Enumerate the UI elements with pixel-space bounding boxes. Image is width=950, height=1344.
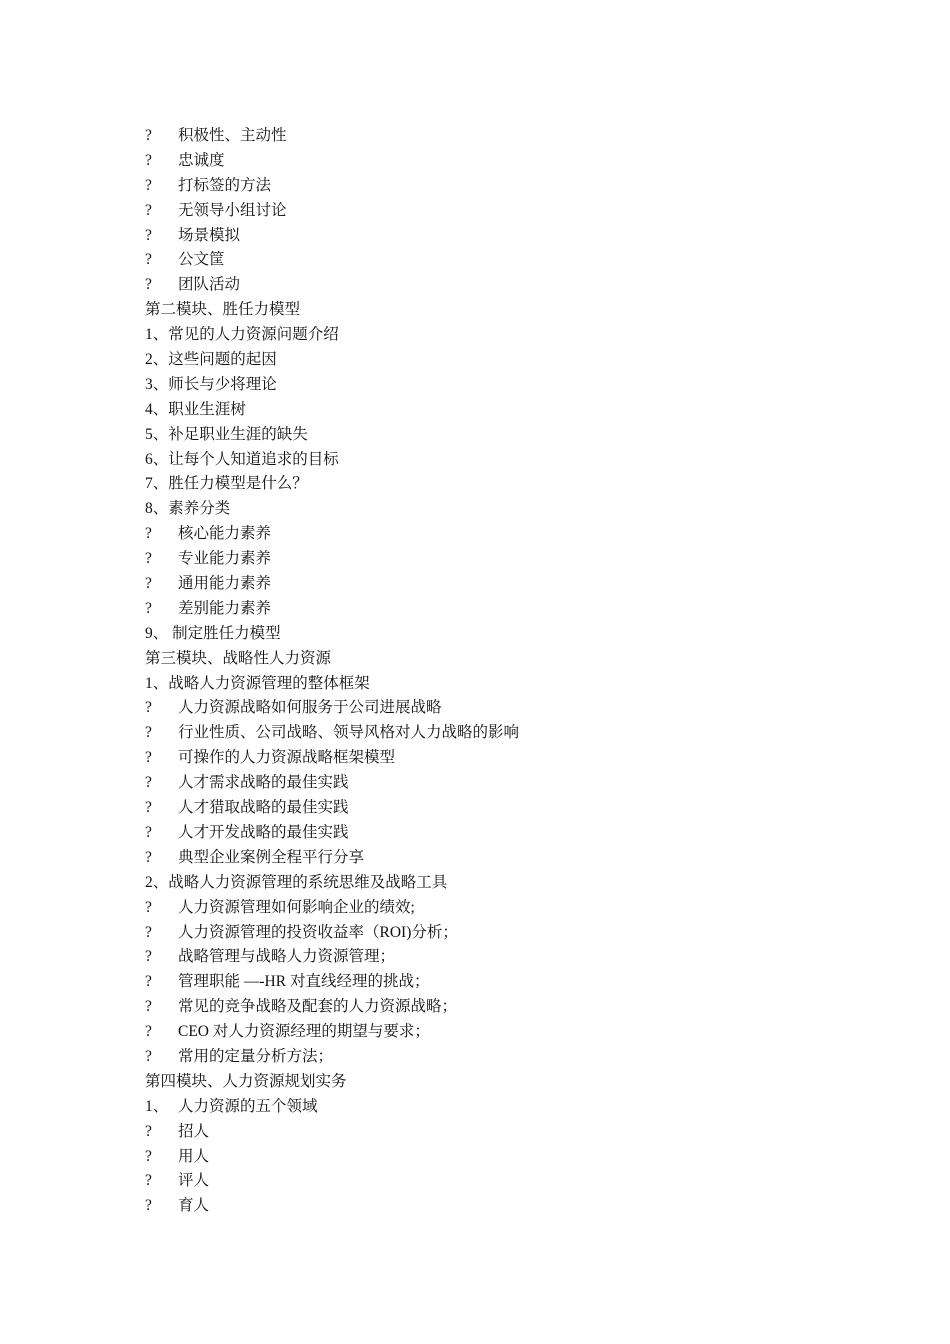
bullet-list-item [145, 1169, 845, 1194]
bullet-marker: ? [145, 898, 152, 916]
line-text: 人力资源战略如何服务于公司进展战略 [178, 699, 442, 717]
bullet-marker: ? [145, 599, 152, 617]
bullet-marker: ? [145, 848, 152, 866]
bullet-marker: ? [145, 823, 152, 841]
bullet-marker: ? [145, 1047, 152, 1065]
line-text: 招人 [178, 1122, 210, 1140]
line-text: 第三模块、战略性人力资源 [145, 649, 332, 667]
line-text: 积极性、主动性 [178, 127, 287, 144]
bullet-marker: ? [145, 251, 152, 269]
bullet-marker: ? [145, 799, 152, 817]
bullet-list-item [145, 547, 845, 572]
bullet-list-item [145, 945, 845, 970]
line-text: 1、战略人力资源管理的整体框架 [145, 674, 370, 692]
bullet-marker: ? [145, 525, 152, 543]
bullet-list-item [145, 746, 845, 771]
text-line [145, 672, 845, 697]
text-line [145, 423, 845, 448]
line-text: 第二模块、胜任力模型 [145, 301, 301, 319]
line-text: 团队活动 [178, 276, 241, 294]
bullet-marker: ? [145, 699, 152, 717]
line-text: 2、这些问题的起因 [145, 351, 277, 369]
line-text: 第四模块、人力资源规划实务 [145, 1072, 347, 1090]
line-text: 公文筐 [178, 251, 225, 269]
line-text: 通用能力素养 [178, 575, 272, 593]
line-text: 人才猎取战略的最佳实践 [178, 799, 349, 817]
line-text: 2、战略人力资源管理的系统思维及战略工具 [145, 873, 448, 891]
line-text: 人才需求战略的最佳实践 [178, 774, 349, 792]
bullet-marker: ? [145, 226, 152, 244]
line-text: 1、常见的人力资源问题介绍 [145, 326, 339, 344]
bullet-list-item [145, 1194, 845, 1219]
line-text: 管理职能 —-HR 对直线经理的挑战； [178, 973, 430, 991]
bullet-marker: ? [145, 151, 152, 169]
text-line [145, 1070, 845, 1095]
bullet-list-item [145, 124, 845, 149]
bullet-list-item [145, 149, 845, 174]
line-text: 差别能力素养 [178, 599, 272, 617]
line-text: 育人 [178, 1197, 210, 1215]
line-text: 人力资源管理的投资收益率（ROI)分析； [178, 923, 458, 941]
bullet-list-item [145, 522, 845, 547]
bullet-marker: ? [145, 575, 152, 593]
bullet-list-item [145, 224, 845, 249]
bullet-marker: ? [145, 923, 152, 941]
bullet-list-item [145, 995, 845, 1020]
document-body [145, 124, 845, 1219]
bullet-list-item [145, 796, 845, 821]
bullet-marker: ? [145, 201, 152, 219]
line-text: 战略管理与战略人力资源管理； [178, 948, 396, 966]
line-text: 7、胜任力模型是什么？ [145, 475, 308, 493]
text-line [145, 647, 845, 672]
bullet-marker: ? [145, 724, 152, 742]
bullet-list-item [145, 273, 845, 298]
list-number: 1、 [145, 1097, 169, 1115]
bullet-list-item [145, 597, 845, 622]
line-text: 行业性质、公司战略、领导风格对人力战略的影响 [178, 724, 520, 742]
bullet-list-item [145, 572, 845, 597]
text-line [145, 1095, 845, 1120]
text-line [145, 348, 845, 373]
line-text: 常见的竞争战略及配套的人力资源战略； [178, 998, 458, 1016]
bullet-marker: ? [145, 1122, 152, 1140]
bullet-list-item [145, 199, 845, 224]
bullet-marker: ? [145, 276, 152, 294]
bullet-marker: ? [145, 1147, 152, 1165]
bullet-list-item [145, 821, 845, 846]
text-line [145, 871, 845, 896]
text-line [145, 472, 845, 497]
line-text: 忠诚度 [178, 151, 225, 169]
line-text: 人力资源管理如何影响企业的绩效; [178, 898, 415, 916]
line-text: 典型企业案例全程平行分享 [178, 848, 365, 866]
bullet-marker: ? [145, 749, 152, 767]
bullet-marker: ? [145, 1172, 152, 1190]
line-text: 打标签的方法 [178, 176, 272, 194]
line-text: 评人 [178, 1172, 210, 1190]
line-text: 常用的定量分析方法； [178, 1047, 334, 1065]
line-text: 9、 制定胜任力模型 [145, 624, 281, 642]
bullet-marker: ? [145, 550, 152, 568]
line-text: 人力资源的五个领域 [178, 1097, 318, 1115]
text-line [145, 398, 845, 423]
line-text: 6、让每个人知道追求的目标 [145, 450, 339, 468]
text-line [145, 373, 845, 398]
line-text: 3、师长与少将理论 [145, 375, 277, 393]
line-text: 无领导小组讨论 [178, 201, 287, 219]
bullet-marker: ? [145, 973, 152, 991]
line-text: 核心能力素养 [178, 525, 272, 543]
line-text: 可操作的人力资源战略框架模型 [178, 749, 396, 767]
bullet-list-item [145, 1120, 845, 1145]
line-text: 5、补足职业生涯的缺失 [145, 425, 308, 443]
text-line [145, 323, 845, 348]
bullet-marker: ? [145, 948, 152, 966]
bullet-list-item [145, 1045, 845, 1070]
bullet-list-item [145, 174, 845, 199]
bullet-list-item [145, 846, 845, 871]
bullet-list-item [145, 1020, 845, 1045]
bullet-list-item [145, 896, 845, 921]
text-line [145, 497, 845, 522]
text-line [145, 622, 845, 647]
bullet-marker: ? [145, 774, 152, 792]
bullet-list-item [145, 696, 845, 721]
line-text: CEO 对人力资源经理的期望与要求； [178, 1023, 430, 1041]
text-line [145, 298, 845, 323]
bullet-marker: ? [145, 1023, 152, 1041]
text-line [145, 448, 845, 473]
bullet-marker: ? [145, 127, 152, 144]
line-text: 8、素养分类 [145, 500, 231, 518]
bullet-list-item [145, 248, 845, 273]
bullet-list-item [145, 721, 845, 746]
line-text: 人才开发战略的最佳实践 [178, 823, 349, 841]
bullet-list-item [145, 970, 845, 995]
line-text: 用人 [178, 1147, 210, 1165]
bullet-marker: ? [145, 176, 152, 194]
bullet-list-item [145, 921, 845, 946]
line-text: 场景模拟 [178, 226, 241, 244]
bullet-marker: ? [145, 1197, 152, 1215]
line-text: 专业能力素养 [178, 550, 272, 568]
line-text: 4、职业生涯树 [145, 400, 246, 418]
bullet-marker: ? [145, 998, 152, 1016]
bullet-list-item [145, 771, 845, 796]
bullet-list-item [145, 1145, 845, 1170]
